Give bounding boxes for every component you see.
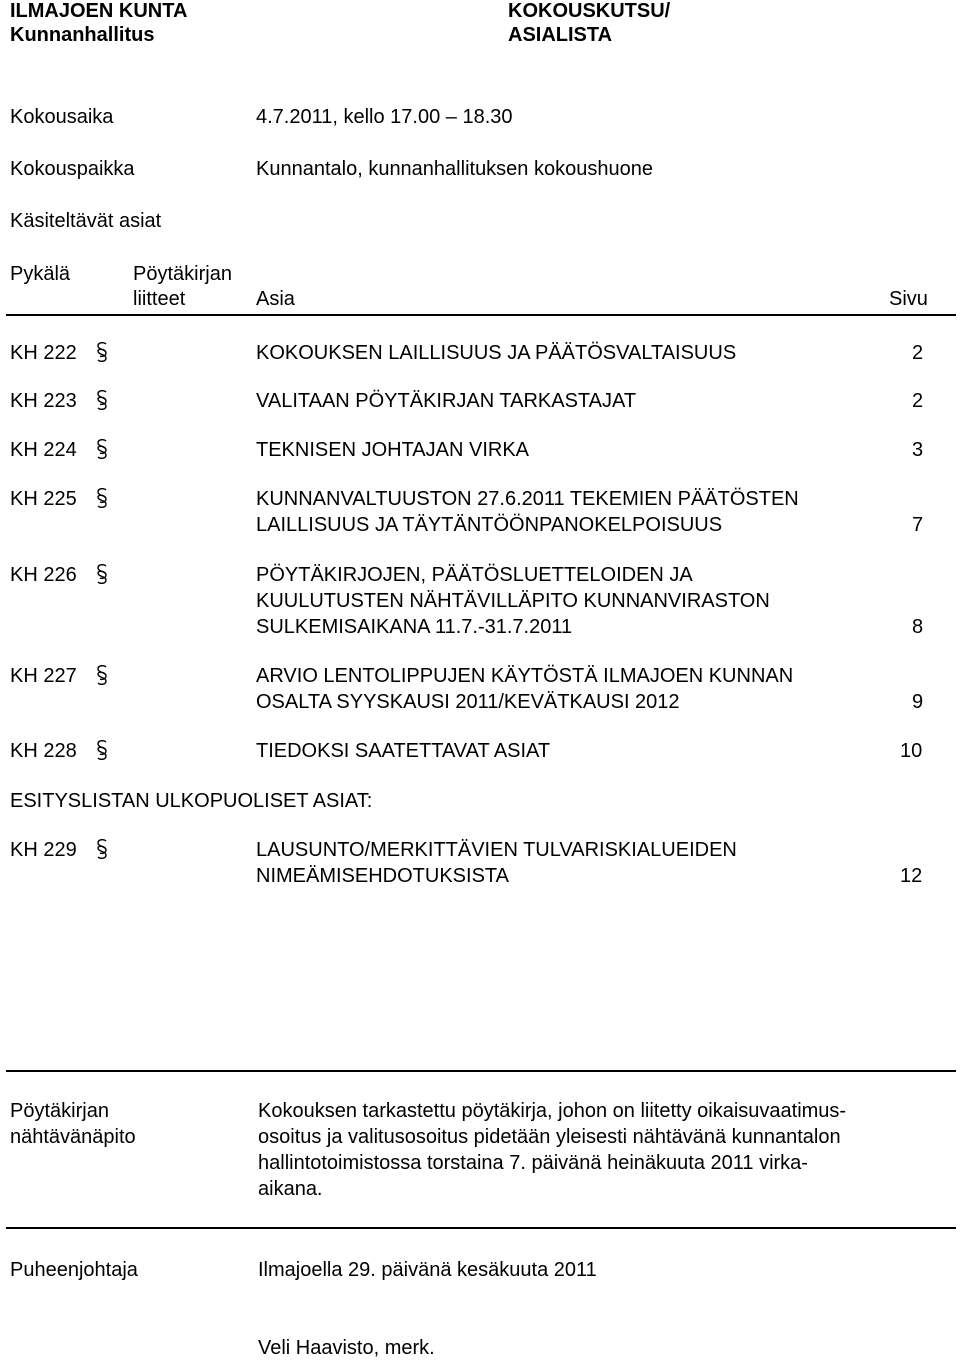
signature-place-date: Ilmajoella 29. päivänä kesäkuuta 2011 [258, 1259, 597, 1281]
item-page: 9 [912, 691, 924, 713]
org-body: Kunnanhallitus [10, 24, 155, 46]
item-id: KH 226 [10, 564, 77, 586]
item-id: KH 223 [10, 390, 77, 412]
column-attachments-line2: liitteet [133, 288, 186, 310]
org-name: ILMAJOEN KUNTA [10, 0, 188, 22]
section-sign-icon [88, 736, 116, 764]
item-page: 8 [912, 616, 924, 638]
inspection-rule [6, 1070, 956, 1072]
signature-name: Veli Haavisto, merk. [258, 1337, 435, 1359]
item-subject-line: ARVIO LENTOLIPPUJEN KÄYTÖSTÄ ILMAJOEN KUNNAN [256, 665, 794, 687]
signature-rule [6, 1227, 956, 1229]
header-rule [6, 314, 956, 316]
section-sign-icon [88, 661, 116, 689]
section-sign-icon [88, 835, 116, 863]
item-page: 7 [912, 514, 924, 536]
extra-items-heading: ESITYSLISTAN ULKOPUOLISET ASIAT: [10, 790, 373, 812]
item-id: KH 229 [10, 839, 77, 861]
column-page: Sivu [889, 288, 928, 310]
meeting-time-label: Kokousaika [10, 106, 114, 128]
item-id: KH 224 [10, 439, 77, 461]
item-subject-line: TEKNISEN JOHTAJAN VIRKA [256, 439, 530, 461]
item-id: KH 227 [10, 665, 77, 687]
section-sign-icon [88, 386, 116, 414]
section-sign-icon [88, 560, 116, 588]
meeting-place-value: Kunnantalo, kunnanhallituksen kokoushuone [256, 158, 653, 180]
section-sign-icon [88, 484, 116, 512]
inspection-text-line: Kokouksen tarkastettu pöytäkirja, johon on liitetty oikaisuvaatimus- [258, 1100, 847, 1122]
inspection-label-line1: Pöytäkirjan [10, 1100, 109, 1122]
doc-type-line1: KOKOUSKUTSU/ [508, 0, 671, 22]
item-subject-line: NIMEÄMISEHDOTUKSISTA [256, 865, 509, 887]
section-sign-icon [88, 338, 116, 366]
item-subject-line: SULKEMISAIKANA 11.7.-31.7.2011 [256, 616, 573, 638]
item-subject-line: OSALTA SYYSKAUSI 2011/KEVÄTKAUSI 2012 [256, 691, 680, 713]
item-subject-line: KOKOUKSEN LAILLISUUS JA PÄÄTÖSVALTAISUUS [256, 342, 737, 364]
meeting-time-value: 4.7.2011, kello 17.00 – 18.30 [256, 106, 513, 128]
item-page: 10 [900, 740, 923, 762]
inspection-text-line: osoitus ja valitusosoitus pidetään yleisesti nähtävänä kunnantalon [258, 1126, 841, 1148]
item-page: 12 [900, 865, 923, 887]
item-subject-line: PÖYTÄKIRJOJEN, PÄÄTÖSLUETTELOIDEN JA [256, 564, 693, 586]
inspection-text-line: aikana. [258, 1178, 323, 1200]
item-page: 3 [912, 439, 924, 461]
agenda-title: Käsiteltävät asiat [10, 210, 162, 232]
column-section: Pykälä [10, 263, 71, 285]
item-subject-line: LAILLISUUS JA TÄYTÄNTÖÖNPANOKELPOISUUS [256, 514, 723, 536]
item-page: 2 [912, 390, 924, 412]
inspection-text-line: hallintotoimistossa torstaina 7. päivänä heinäkuuta 2011 virka- [258, 1152, 808, 1174]
item-id: KH 225 [10, 488, 77, 510]
item-page: 2 [912, 342, 924, 364]
item-subject-line: TIEDOKSI SAATETTAVAT ASIAT [256, 740, 551, 762]
meeting-place-label: Kokouspaikka [10, 158, 135, 180]
item-subject-line: KUULUTUSTEN NÄHTÄVILLÄPITO KUNNANVIRASTON [256, 590, 770, 612]
doc-type-line2: ASIALISTA [508, 24, 613, 46]
inspection-label-line2: nähtävänäpito [10, 1126, 136, 1148]
column-subject: Asia [256, 288, 295, 310]
item-subject-line: LAUSUNTO/MERKITTÄVIEN TULVARISKIALUEIDEN [256, 839, 737, 861]
item-subject-line: VALITAAN PÖYTÄKIRJAN TARKASTAJAT [256, 390, 637, 412]
item-id: KH 222 [10, 342, 77, 364]
section-sign-icon [88, 435, 116, 463]
item-id: KH 228 [10, 740, 77, 762]
signature-label: Puheenjohtaja [10, 1259, 138, 1281]
item-subject-line: KUNNANVALTUUSTON 27.6.2011 TEKEMIEN PÄÄTÖSTEN [256, 488, 799, 510]
column-attachments-line1: Pöytäkirjan [133, 263, 232, 285]
